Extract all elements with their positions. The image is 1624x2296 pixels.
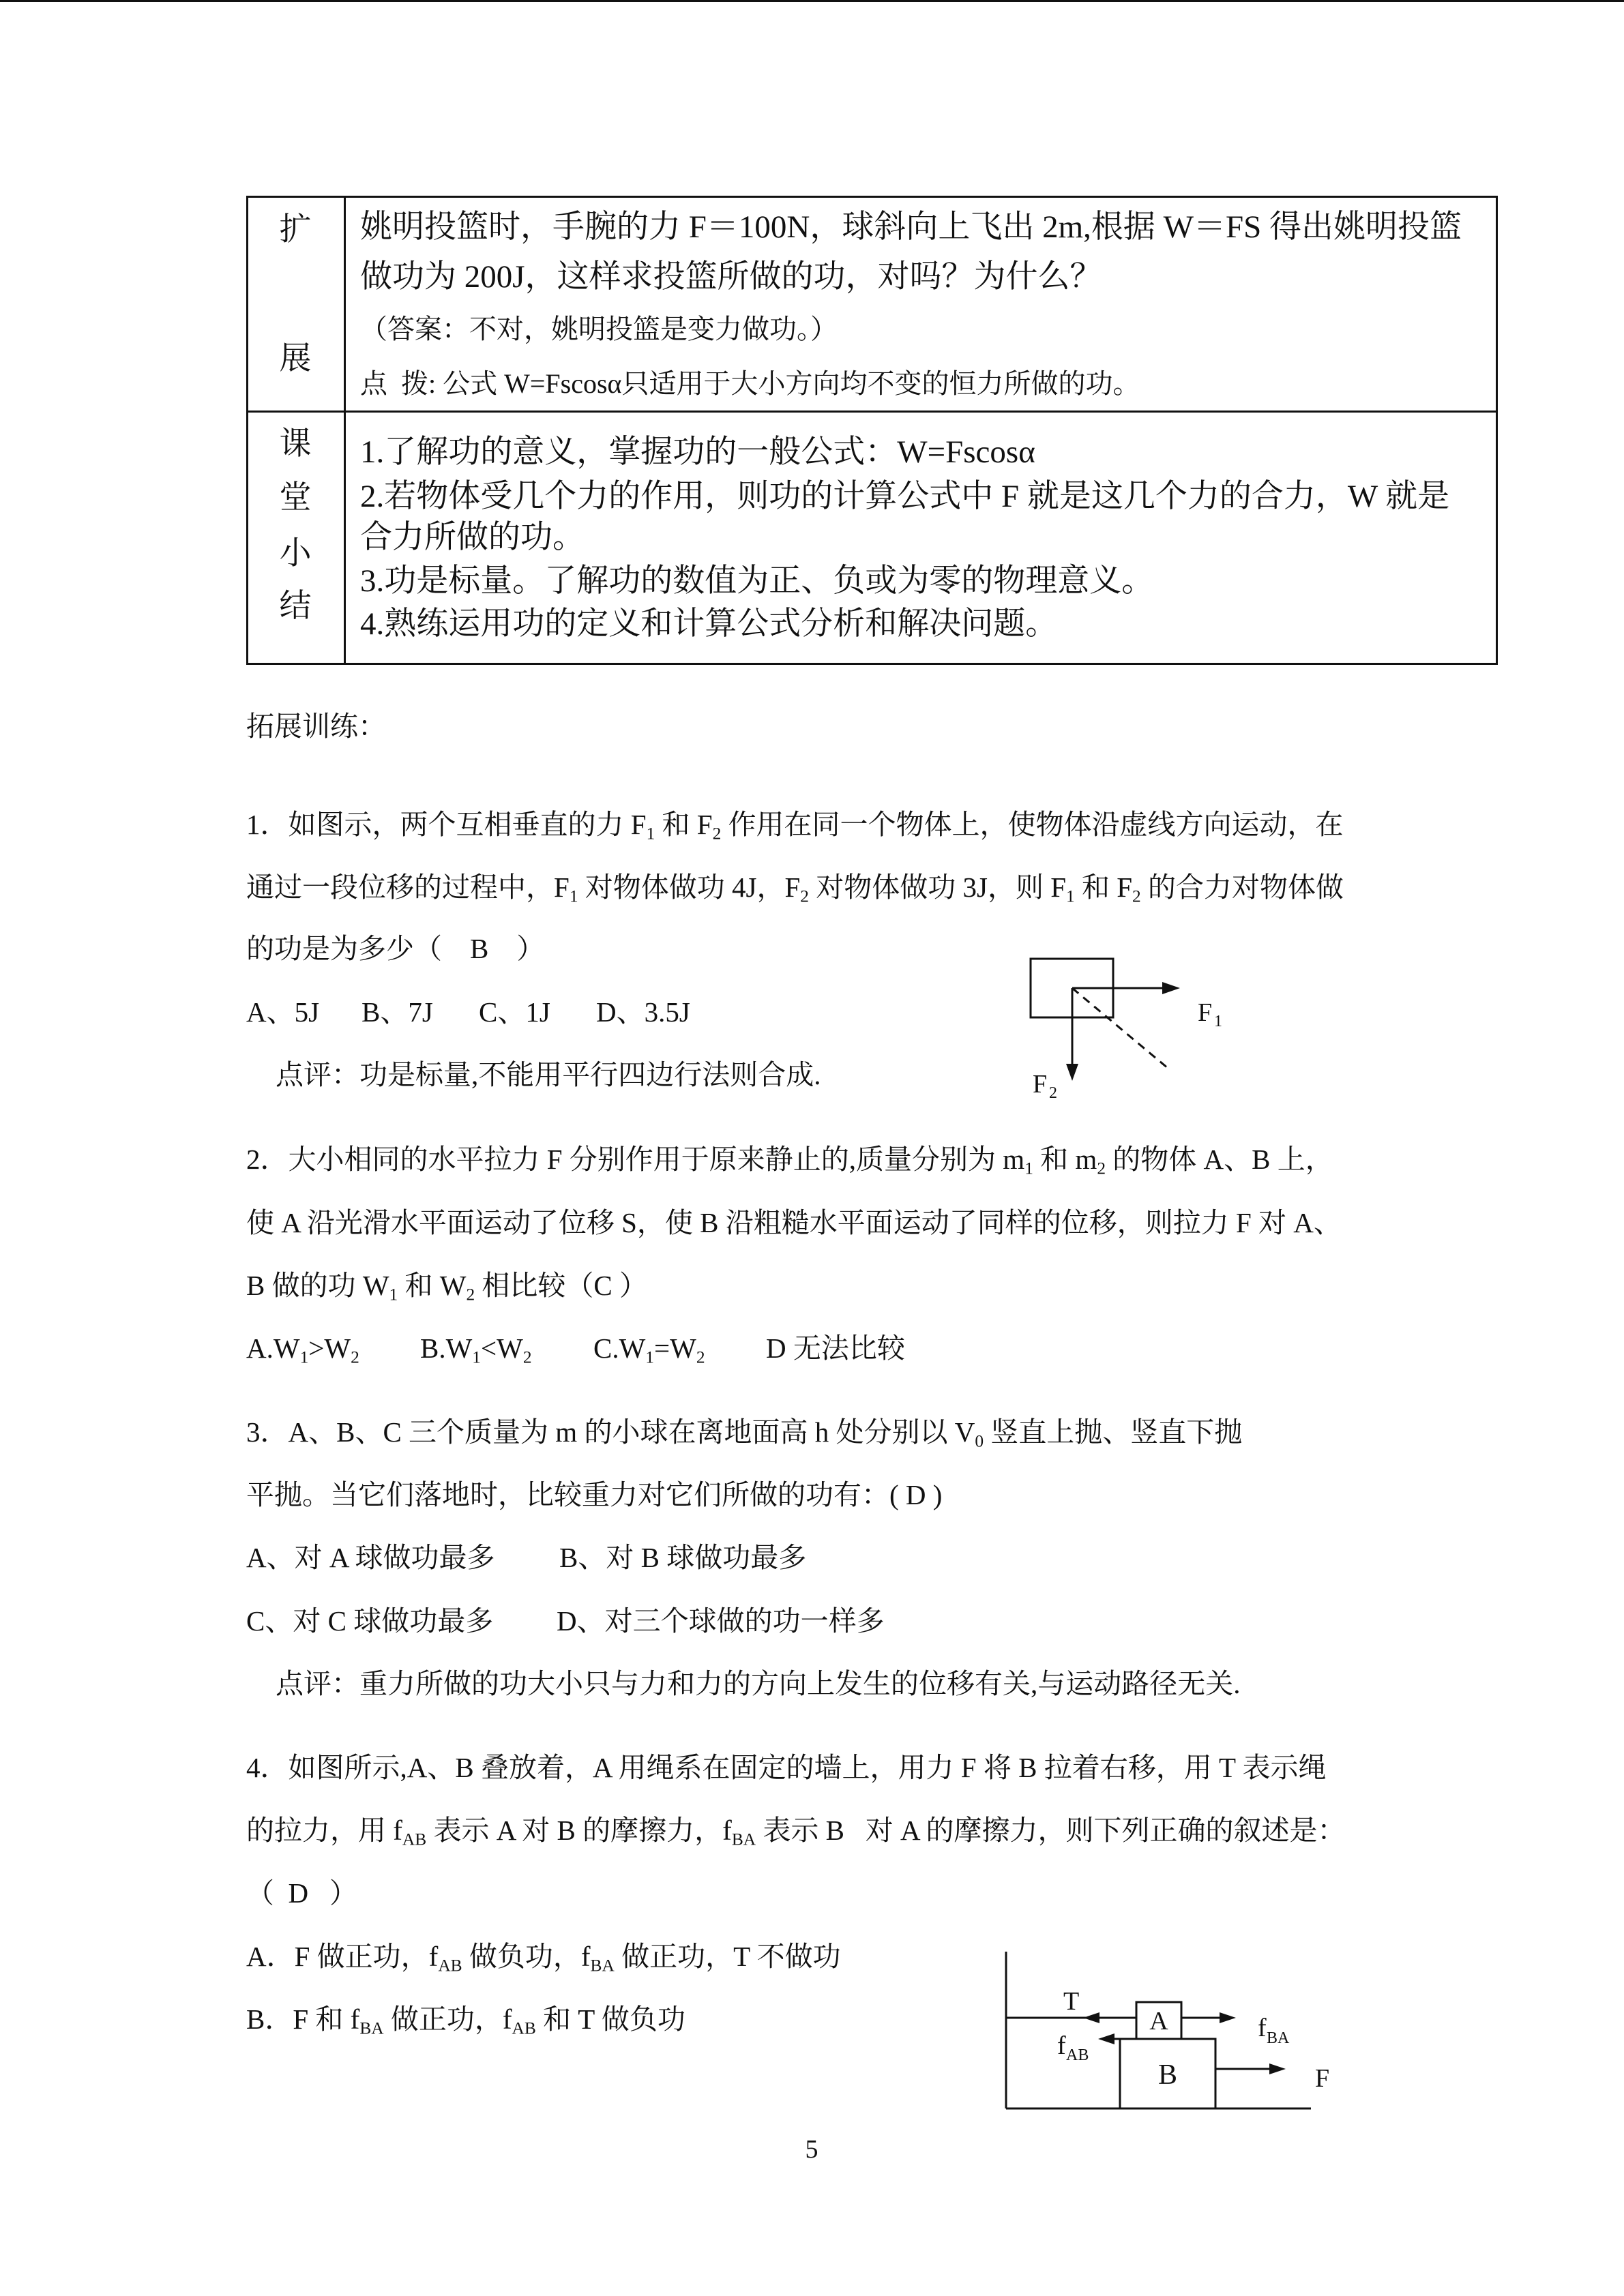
pull-force-arrow-head	[1269, 2063, 1286, 2074]
text-run: 的物体 A、B 上，	[1106, 1144, 1333, 1175]
subscript: 0	[975, 1431, 984, 1451]
subscript: 2	[522, 1347, 532, 1367]
q1-line-2	[246, 871, 1344, 906]
extend-heading-char-1: 扩	[279, 212, 312, 248]
table-border-top	[246, 196, 1498, 198]
block-b-label: B	[1157, 2059, 1178, 2091]
text-run: 作用在同一个物体上，使物体沿虚线方向运动，在	[721, 809, 1344, 840]
f2-label-subscript: 2	[1049, 1084, 1057, 1102]
text-run: <W	[481, 1332, 523, 1364]
f-ab-arrow-head	[1098, 2033, 1114, 2044]
f-ab-label: f	[1057, 2031, 1066, 2060]
subscript: 2	[712, 824, 722, 844]
pull-force-label: F	[1315, 2064, 1330, 2093]
page-top-edge	[0, 0, 1624, 2]
extend-answer: （答案：不对，姚明投篮是变力做功。）	[360, 314, 838, 344]
text-run: 表示 B 对 A 的摩擦力，则下列正确的叙述是：	[756, 1815, 1346, 1846]
q3-option-c: C、对 C 球做功最多	[246, 1605, 494, 1637]
subscript: BA	[359, 2018, 384, 2038]
text-run: 和 m	[1033, 1144, 1097, 1175]
text-run: 做正功，f	[383, 2003, 512, 2035]
text-run: C.W	[593, 1332, 646, 1364]
subscript: 1	[646, 824, 655, 844]
f-ab-label-subscript: AB	[1066, 2046, 1089, 2064]
text-run: B.W	[420, 1332, 473, 1364]
q1-comment: 点评：功是标量,不能用平行四边行法则合成.	[276, 1059, 821, 1090]
f2-label: F	[1033, 1070, 1048, 1099]
f-ba-label-subscript: BA	[1267, 2029, 1290, 2047]
subscript: 1	[645, 1347, 654, 1367]
q4-option-b	[246, 2003, 685, 2038]
q3-option-d: D、对三个球做的功一样多	[557, 1605, 885, 1637]
text-run: 1．如图示，两个互相垂直的力 F	[246, 809, 647, 840]
q3-line-1	[246, 1416, 1243, 1451]
text-run: =W	[654, 1332, 696, 1364]
tension-label: T	[1063, 1987, 1080, 2016]
text-run: 使 A 沿光滑水平面运动了位移 S，使 B 沿粗糙水平面运动了同样的位移，则拉力 F 对 A、	[246, 1207, 1342, 1238]
subscript: 1	[1024, 1159, 1033, 1178]
text-run: 对物体做功 3J，则 F	[808, 871, 1066, 903]
text-run: 2．大小相同的水平拉力 F 分别作用于原来静止的,质量分别为 m	[246, 1144, 1025, 1175]
text-run: 的功是为多少（ B ）	[246, 933, 545, 964]
q2-line-1	[246, 1144, 1333, 1178]
text-run: 的拉力，用 f	[246, 1815, 402, 1846]
text-run: A.W	[246, 1332, 300, 1364]
q3-option-b: B、对 B 球做功最多	[559, 1542, 807, 1573]
text-run: 3．A、B、C 三个质量为 m 的小球在离地面高 h 处分别以 V	[246, 1416, 975, 1448]
text-run: 表示 A 对 B 的摩擦力，f	[426, 1815, 732, 1846]
text-run: 对物体做功 4J，F	[578, 871, 801, 903]
text-run: 通过一段位移的过程中，F	[246, 871, 570, 903]
text-run: 平抛。当它们落地时，比较重力对它们所做的功有：( D )	[246, 1479, 943, 1510]
section-title: 拓展训练：	[246, 711, 386, 742]
text-run: 做负功，f	[462, 1941, 591, 1972]
page-number: 5	[805, 2135, 818, 2164]
f2-arrow-head	[1066, 1064, 1078, 1081]
subscript: 2	[800, 886, 809, 906]
summary-line-3: 合力所做的功。	[360, 520, 585, 555]
text-run: （ D ）	[246, 1877, 357, 1909]
q2-line-2	[246, 1209, 1342, 1237]
q1-option-b: B、7J	[361, 996, 433, 1028]
text-run: >W	[308, 1332, 351, 1364]
subscript: BA	[731, 1830, 756, 1849]
subscript: 2	[1132, 886, 1141, 906]
summary-line-2: 2.若物体受几个力的作用，则功的计算公式中 F 就是这几个力的合力，W 就是	[360, 479, 1450, 514]
f1-label-subscript: 1	[1214, 1013, 1222, 1030]
subscript: 2	[466, 1285, 475, 1304]
q4-option-a	[246, 1941, 841, 1976]
summary-line-4: 3.功是标量。了解功的数值为正、负或为零的物理意义。	[360, 563, 1154, 599]
q1-line-1	[246, 809, 1344, 844]
tension-arrow-head	[1083, 2012, 1099, 2023]
text-run: A．F 做正功，f	[246, 1941, 439, 1972]
summary-heading-char-1: 课	[279, 426, 312, 462]
q2-line-3	[246, 1270, 648, 1304]
subscript: 2	[351, 1347, 359, 1367]
f-ba-label: f	[1258, 2014, 1267, 2042]
text-run: 和 F	[1074, 871, 1133, 903]
q1-line-3	[246, 935, 544, 963]
f1-label: F	[1198, 998, 1213, 1027]
table-row-divider	[246, 411, 1498, 413]
subscript: 2	[1097, 1159, 1106, 1178]
q4-line-1	[246, 1754, 1327, 1782]
table-border-bottom	[246, 663, 1498, 665]
subscript: 1	[1066, 886, 1075, 906]
f1-arrow-head	[1162, 982, 1180, 994]
q2-option-a	[246, 1332, 359, 1367]
summary-line-1: 1.了解功的意义，掌握功的一般公式：W=Fscosα	[360, 434, 1035, 470]
q3-option-a: A、对 A 球做功最多	[246, 1542, 495, 1573]
subscript: AB	[402, 1830, 427, 1849]
text-run: 相比较（C ）	[475, 1270, 648, 1301]
table-border-right	[1496, 196, 1498, 665]
text-run: 和 F	[655, 809, 713, 840]
text-run: B 做的功 W	[246, 1270, 389, 1301]
text-run: D 无法比较	[766, 1332, 905, 1364]
subscript: BA	[590, 1956, 615, 1976]
q2-option-b	[420, 1332, 532, 1367]
extend-question-line-1: 姚明投篮时，手腕的力 F＝100N，球斜向上飞出 2m,根据 W＝FS 得出姚明投篮	[360, 209, 1462, 245]
summary-line-5: 4.熟练运用功的定义和计算公式分析和解决问题。	[360, 606, 1058, 642]
text-run: 做正功，T 不做功	[614, 1941, 841, 1972]
summary-heading-char-3: 小	[279, 536, 312, 571]
text-run: 4．如图所示,A、B 叠放着，A 用绳系在固定的墙上，用力 F 将 B 拉着右移，用 T 表示绳	[246, 1752, 1327, 1783]
summary-heading-char-2: 堂	[279, 480, 312, 516]
subscript: 1	[389, 1285, 398, 1304]
summary-heading-char-4: 结	[279, 588, 312, 624]
q1-option-c: C、1J	[479, 996, 550, 1028]
q2-option-d	[766, 1332, 905, 1364]
q4-stacked-blocks-diagram	[996, 1937, 1337, 2121]
block-a-label: A	[1149, 2007, 1168, 2036]
subscript: 1	[299, 1347, 309, 1367]
text-run: 和 W	[398, 1270, 467, 1301]
motion-direction-dashed-line	[1072, 988, 1168, 1069]
subscript: 1	[569, 886, 578, 906]
q1-option-a: A、5J	[246, 996, 320, 1028]
extend-hint: 点 拨: 公式 W=Fscosα只适用于大小方向均不变的恒力所做的功。	[360, 368, 1140, 399]
subscript: AB	[512, 2018, 536, 2038]
subscript: 1	[472, 1347, 481, 1367]
text-run: 竖直上抛、竖直下抛	[984, 1416, 1243, 1448]
q3-line-2	[246, 1481, 942, 1509]
extend-question-line-2: 做功为 200J，这样求投篮所做的功，对吗？为什么？	[360, 259, 1102, 295]
text-run: 和 T 做负功	[535, 2003, 685, 2035]
subscript: AB	[438, 1956, 462, 1976]
text-run: 的合力对物体做	[1140, 871, 1344, 903]
text-run: B．F 和 f	[246, 2003, 360, 2035]
q4-line-3	[246, 1879, 357, 1907]
q4-line-2	[246, 1815, 1346, 1849]
subscript: 2	[696, 1347, 705, 1367]
q2-option-c	[593, 1332, 705, 1367]
q1-option-d: D、3.5J	[596, 996, 690, 1028]
q3-comment: 点评：重力所做的功大小只与力和力的方向上发生的位移有关,与运动路径无关.	[276, 1668, 1241, 1699]
q1-force-diagram	[1009, 941, 1228, 1105]
f-ba-arrow-head	[1220, 2012, 1236, 2023]
extend-heading-char-2: 展	[279, 341, 312, 376]
